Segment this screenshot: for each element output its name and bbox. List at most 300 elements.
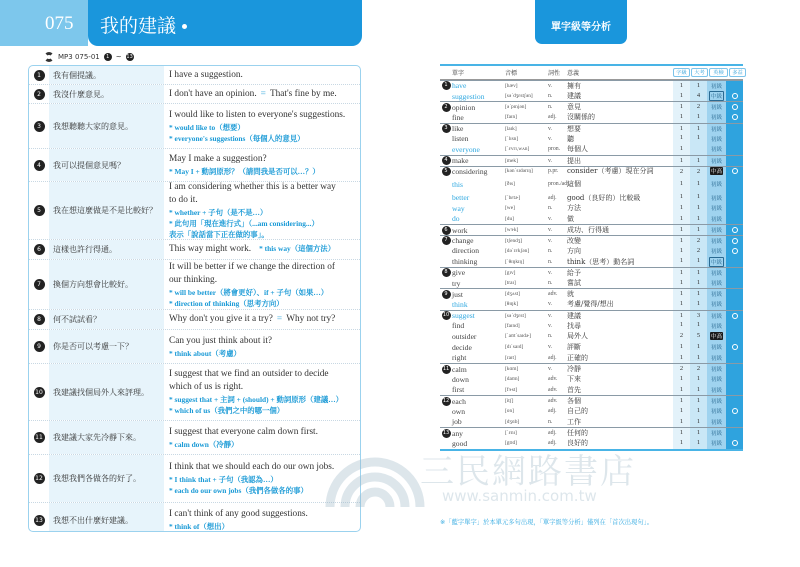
meaning: 建議 (567, 92, 581, 101)
number-badge: 12 (35, 475, 43, 482)
number-badge: 2 (442, 103, 451, 112)
sentence-ref (440, 124, 452, 133)
phonetic: [ˈaʊtˈsaɪdɚ] (505, 333, 532, 340)
exam-level: 5 (690, 331, 707, 342)
sentence-ref (440, 397, 452, 406)
exam-level: 1 (690, 385, 707, 396)
word-level: 1 (673, 353, 690, 364)
exam-level: 1 (690, 112, 707, 123)
vocab-word: everyone (452, 144, 480, 154)
meaning: 想要 (567, 124, 581, 133)
word-level: 1 (673, 438, 690, 449)
exam-level: 1 (690, 214, 707, 225)
toeic-cell (726, 192, 743, 203)
vocab-word: thinking (452, 257, 478, 267)
sentence-english: I think that we should each do our own jobs. (169, 462, 335, 472)
sentence-chinese: 我在想這麼做是不是比較好？ (49, 182, 164, 239)
mp3-track-label[interactable] (44, 52, 134, 62)
meaning: 良好的 (567, 439, 588, 448)
sentence-number (29, 364, 49, 420)
vocab-word: first (452, 385, 465, 395)
sentence-chinese: 換個方向想會比較好。 (49, 260, 164, 309)
number-badge: 8 (442, 268, 451, 277)
exam-level: 1 (690, 320, 707, 331)
toeic-cell (726, 156, 743, 166)
vocab-row (440, 91, 743, 102)
phonetic: [gʊd] (505, 440, 517, 447)
vocab-row (440, 224, 743, 235)
gept-cell (707, 385, 726, 396)
gept-level: 初級 (710, 431, 723, 438)
sentence-english-cell (164, 66, 360, 84)
gept-cell (707, 167, 726, 177)
word-level: 2 (673, 331, 690, 342)
gept-level: 初級 (710, 399, 723, 406)
number-badge: 5 (442, 167, 451, 176)
section-title-tab: 單字級等分析 (535, 0, 627, 44)
gept-level: 初級 (710, 302, 723, 309)
vocab-word: work (452, 225, 468, 235)
vocab-word: find (452, 321, 465, 331)
number-badge: 7 (34, 279, 45, 290)
word-level: 1 (673, 176, 690, 192)
phonetic: [ˈlɪsn] (505, 135, 519, 142)
number-badge: 9 (442, 290, 451, 299)
phonetic: [ˈɛnɪ] (505, 430, 517, 437)
number-badge: 12 (442, 397, 450, 404)
toeic-cell (726, 203, 743, 214)
gept-level: 初級 (710, 323, 723, 330)
vocab-row (440, 320, 743, 331)
gept-level: 初級 (710, 377, 723, 384)
sentence-number (29, 421, 49, 454)
exam-level: 1 (690, 192, 707, 203)
word-level: 1 (673, 342, 690, 353)
phonetic: [əˈpɪnjən] (505, 104, 527, 111)
toeic-circle-icon (732, 227, 738, 233)
number-badge: 13 (35, 516, 43, 524)
vocab-row (440, 331, 743, 342)
sentence-row (29, 149, 360, 182)
toeic-circle-icon (732, 114, 738, 120)
gept-level: 初級 (710, 228, 723, 235)
sentence-chinese: 我想不出什麼好建議。 (49, 503, 164, 532)
exam-level: 1 (690, 124, 707, 134)
toeic-circle-icon (732, 440, 738, 446)
meaning: 方向 (567, 246, 581, 255)
vocab-row (440, 278, 743, 289)
gept-cell (707, 417, 726, 428)
number-badge: 13 (442, 429, 450, 436)
sentence-english (169, 243, 355, 256)
toeic-cell (726, 364, 743, 374)
meaning: 成功、行得通 (567, 226, 609, 235)
sentence-english: I would like to listen to everyone's suggestions. (169, 109, 346, 120)
gept-cell (707, 176, 726, 192)
meaning: 給予 (567, 268, 581, 277)
phonetic: [faɪn] (505, 114, 517, 121)
usage-note: * will be better（將會更好）、if + 子句（如果…） (169, 287, 329, 297)
sentence-english: to do it. (169, 195, 198, 205)
meaning: 局外人 (567, 332, 588, 341)
meaning: 考慮/覺得/想出 (567, 300, 614, 309)
sentence-chinese: 何不試試看？ (49, 310, 164, 329)
header-level: 字級 (673, 68, 690, 77)
meaning: 沒關係的 (567, 113, 595, 122)
part-of-speech: v. (548, 125, 552, 132)
phonetic: [on] (505, 408, 514, 415)
sentence-chinese: 我建議大家先冷靜下來。 (49, 421, 164, 454)
toeic-cell (726, 385, 743, 396)
vocab-word: change (452, 236, 474, 246)
part-of-speech: adj. (548, 430, 557, 437)
exam-level: 1 (690, 176, 707, 192)
sentence-english-cell (164, 330, 360, 363)
vocab-word: outsider (452, 331, 477, 341)
gept-level: 初級 (710, 409, 723, 416)
meaning: 任何的 (567, 429, 588, 438)
sentence-row (29, 260, 360, 310)
watermark-url: www.sanmin.com.tw (442, 487, 597, 505)
meaning: 方法 (567, 204, 581, 213)
header-word: 單字 (452, 70, 465, 77)
gept-level: 中高 (710, 169, 723, 176)
gept-cell (707, 311, 726, 321)
toeic-cell (726, 278, 743, 289)
sentence-number (29, 182, 49, 239)
vocab-word: way (452, 203, 465, 213)
sentence-ref (440, 290, 452, 299)
part-of-speech: adj. (548, 194, 557, 201)
track-end-badge: 13 (126, 54, 133, 60)
vocab-word: good (452, 438, 468, 448)
sentence-english-cell (164, 182, 360, 239)
gept-cell (707, 225, 726, 235)
toeic-circle-icon (732, 313, 738, 319)
part-of-speech: v. (548, 312, 552, 319)
gept-cell (707, 102, 726, 112)
usage-note: * which of us（我們之中的哪一個） (169, 406, 285, 415)
sentence-ref (440, 103, 452, 112)
vocab-row (440, 155, 743, 166)
sentence-english-cell (164, 364, 360, 420)
sentence-chinese: 我想我們各做各的好了。 (49, 455, 164, 502)
toeic-cell (726, 225, 743, 235)
usage-note: * direction of thinking（思考方向） (169, 298, 284, 308)
vocab-row (440, 101, 743, 112)
exam-level: 2 (690, 236, 707, 246)
phonetic: [du] (505, 215, 514, 222)
gept-level: 初級 (710, 367, 723, 374)
header-phonetic: 音標 (505, 70, 518, 77)
usage-note: * 此句用「現在進行式」（...am considering...） (169, 219, 319, 228)
sentence-ref (440, 429, 452, 438)
number-badge: 8 (34, 314, 45, 325)
sentence-english-cell (164, 260, 360, 309)
vocab-word: listen (452, 134, 469, 144)
sentence-number (29, 85, 49, 103)
vocab-row (440, 123, 743, 134)
exam-level: 1 (690, 406, 707, 417)
toeic-cell (726, 406, 743, 417)
word-level: 1 (673, 311, 690, 321)
vocab-word: try (452, 278, 461, 288)
gept-cell (707, 428, 726, 438)
sentence-ref (440, 236, 452, 245)
sentence-chinese: 我建議找個局外人來評理。 (49, 364, 164, 420)
number-badge: 10 (35, 388, 43, 396)
vocab-row (440, 406, 743, 417)
sentence-ref (440, 167, 452, 176)
exam-level: 1 (690, 417, 707, 428)
exam-level: 1 (690, 81, 707, 91)
sentence-number (29, 330, 49, 363)
meaning: 聽 (567, 134, 574, 143)
vocab-table-body (440, 80, 743, 449)
part-of-speech: v. (548, 82, 552, 89)
meaning: 找尋 (567, 321, 581, 330)
watermark-name: 三民網路書店 (420, 452, 636, 492)
toeic-circle-icon (732, 168, 738, 174)
word-level: 1 (673, 156, 690, 166)
gept-level: 初級 (710, 105, 723, 112)
toeic-cell (726, 81, 743, 91)
exam-level: 1 (690, 133, 707, 144)
meaning: 各個 (567, 397, 581, 406)
english-text: This way might work. (169, 244, 252, 254)
word-level: 1 (673, 268, 690, 278)
toeic-cell (726, 438, 743, 449)
toeic-cell (726, 246, 743, 257)
part-of-speech: n. (548, 247, 553, 254)
gept-level: 初級 (710, 281, 723, 288)
word-level: 1 (673, 91, 690, 102)
word-level: 1 (673, 214, 690, 225)
usage-note: * I think that + 子句（我認為…） (169, 475, 278, 484)
number-badge: 3 (442, 124, 451, 133)
part-of-speech: n. (548, 280, 553, 287)
cd-disc-icon (44, 52, 54, 62)
gept-level: 初級 (710, 147, 723, 154)
sentence-table (28, 65, 361, 532)
word-level: 1 (673, 299, 690, 310)
phonetic: [wɝk] (505, 227, 519, 234)
usage-note: * everyone's suggestions（每個人的意見） (169, 133, 305, 143)
part-of-speech: adv. (548, 386, 558, 393)
gept-level: 初級 (710, 136, 723, 143)
sentence-english-cell (164, 455, 360, 502)
gept-cell (707, 364, 726, 374)
phonetic: [laɪk] (505, 125, 517, 132)
header-toeic: 多益 (729, 68, 746, 77)
vocab-word: think (452, 299, 468, 309)
gept-cell (707, 353, 726, 364)
toeic-cell (726, 311, 743, 321)
usage-note: * suggest that + 主詞 + (should) + 動詞原形（建議…） (169, 395, 344, 404)
toeic-cell (726, 396, 743, 406)
part-of-speech: v. (548, 269, 552, 276)
sentence-ref (440, 81, 452, 90)
phonetic: [ðɪs] (505, 181, 515, 188)
toeic-circle-icon (732, 248, 738, 254)
gept-level: 初級 (710, 216, 723, 223)
phonetic: [raɪt] (505, 354, 516, 361)
word-level: 1 (673, 81, 690, 91)
gept-cell (707, 320, 726, 331)
part-of-speech: adv. (548, 291, 558, 298)
gept-cell (707, 124, 726, 134)
exam-level: 1 (690, 342, 707, 353)
gept-level: 初級 (710, 158, 723, 165)
word-level: 1 (673, 396, 690, 406)
part-of-speech: adj. (548, 354, 557, 361)
vocab-row (440, 353, 743, 364)
exam-level: 1 (690, 299, 707, 310)
phonetic: [mek] (505, 157, 518, 164)
word-level: 2 (673, 364, 690, 374)
sentence-row (29, 503, 360, 532)
toeic-cell (726, 342, 743, 353)
part-of-speech: v. (548, 237, 552, 244)
sentence-english-cell (164, 310, 360, 329)
phonetic: [ˈbɛtɚ] (505, 194, 521, 201)
meaning: 冷靜 (567, 365, 581, 374)
header-pos: 詞性 (548, 70, 561, 77)
exam-level: 2 (690, 102, 707, 112)
vocab-row (440, 112, 743, 123)
meaning: 意見 (567, 103, 581, 112)
sentence-chinese: 你是否可以考慮一下？ (49, 330, 164, 363)
toeic-circle-icon (732, 408, 738, 414)
part-of-speech: pron. (548, 146, 561, 153)
part-of-speech: v. (548, 135, 552, 142)
vocab-word: better (452, 193, 470, 203)
word-level: 1 (673, 124, 690, 134)
phonetic: [fɝst] (505, 386, 518, 393)
word-level: 1 (673, 203, 690, 214)
gept-level: 初級 (710, 115, 723, 122)
equals-sign: = (260, 88, 266, 99)
vocab-row (440, 374, 743, 385)
meaning: 工作 (567, 417, 581, 426)
vocab-row (440, 342, 743, 353)
exam-level: 1 (690, 278, 707, 289)
part-of-speech: n. (548, 418, 553, 425)
gept-level: 初級 (710, 270, 723, 277)
part-of-speech: v. (548, 322, 552, 329)
sentence-number (29, 310, 49, 329)
exam-level: 1 (690, 438, 707, 449)
sentence-row (29, 364, 360, 421)
part-of-speech: n. (548, 104, 553, 111)
exam-level: 1 (690, 289, 707, 299)
toeic-cell (726, 112, 743, 123)
exam-level (690, 144, 707, 155)
word-level: 1 (673, 428, 690, 438)
word-level: 1 (673, 144, 690, 155)
vocab-row (440, 267, 743, 278)
meaning: 每個人 (567, 145, 588, 154)
exam-level: 1 (690, 353, 707, 364)
gept-cell (707, 396, 726, 406)
gept-level: 初級 (710, 248, 723, 255)
sentence-row (29, 421, 360, 455)
phonetic: [dʒɑb] (505, 418, 520, 425)
number-badge: 7 (442, 236, 451, 245)
exam-level: 1 (690, 374, 707, 385)
toeic-cell (726, 353, 743, 364)
toeic-circle-icon (732, 104, 738, 110)
part-of-speech: p.pr. (548, 168, 559, 175)
gept-level: 初級 (710, 195, 723, 202)
phonetic: [dɪˈsaɪd] (505, 344, 524, 351)
vocab-word: just (452, 289, 463, 299)
phonetic: [traɪ] (505, 280, 516, 287)
sentence-english: It will be better if we change the direction of (169, 261, 335, 272)
vocab-row (440, 192, 743, 203)
gept-cell (707, 246, 726, 257)
gept-level: 中級 (709, 257, 724, 267)
word-level: 1 (673, 133, 690, 144)
meaning: 做 (567, 214, 574, 223)
part-of-speech: adj. (548, 440, 557, 447)
vocab-row (440, 299, 743, 310)
page-title-text: 我的建議 (100, 15, 177, 37)
part-of-speech: v. (548, 215, 552, 222)
vocab-row (440, 166, 743, 177)
gept-cell (707, 299, 726, 310)
meaning: 就 (567, 290, 574, 299)
vocab-word: have (452, 81, 467, 91)
vocab-row (440, 385, 743, 396)
vocab-word: make (452, 156, 469, 166)
toeic-cell (726, 320, 743, 331)
header-gept: 英檢 (709, 68, 728, 77)
gept-cell (707, 342, 726, 353)
word-level: 1 (673, 246, 690, 257)
usage-note: * each do our own jobs（我們各做各的事） (169, 486, 308, 495)
vocab-word: do (452, 214, 460, 224)
sentence-english: I suggest that we find an outsider to decide (169, 369, 329, 379)
vocab-row (440, 235, 743, 246)
part-of-speech: v. (548, 301, 552, 308)
vocab-word: opinion (452, 102, 476, 112)
gept-cell (707, 236, 726, 246)
toeic-cell (726, 268, 743, 278)
part-of-speech: pron./adj. (548, 181, 571, 188)
number-badge: 11 (442, 365, 450, 372)
english-alternative: That's fine by me. (269, 88, 337, 99)
usage-note: * calm down（冷靜） (169, 439, 239, 449)
meaning: 提出 (567, 156, 581, 165)
sentence-english-cell (164, 240, 360, 259)
gept-level: 中高 (710, 334, 723, 341)
table-header-row (440, 66, 743, 80)
page-title-bar (88, 0, 362, 46)
vocab-row (440, 310, 743, 321)
english-text: Why don't you give it a try? (169, 314, 273, 324)
vocab-word: own (452, 406, 466, 416)
sentence-number (29, 260, 49, 309)
gept-cell (707, 91, 726, 102)
gept-cell (707, 374, 726, 385)
word-level: 1 (673, 225, 690, 235)
title-dot (182, 24, 187, 29)
usage-note: * whether + 子句（是不是…） (169, 208, 268, 217)
gept-cell (707, 156, 726, 166)
exam-level: 2 (690, 167, 707, 177)
part-of-speech: adj. (548, 408, 557, 415)
